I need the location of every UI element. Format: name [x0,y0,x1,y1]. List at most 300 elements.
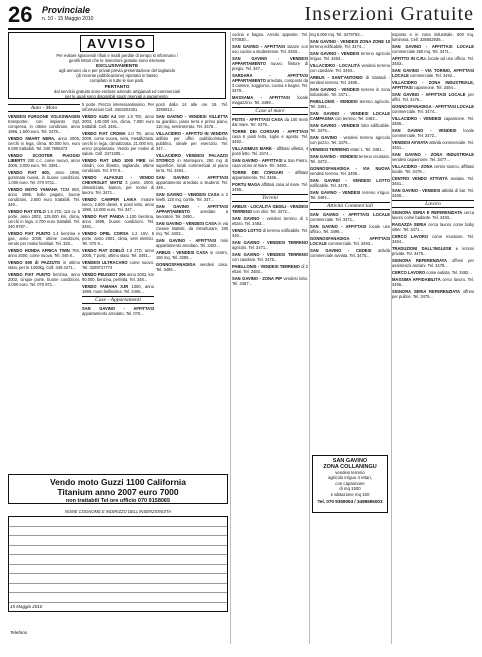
listing-body: 5 porte. Prezzo interessantissimo. Per informazioni Cell. 3403202401 [82,102,154,112]
section-title: Inserzioni Gratuite [304,3,474,25]
listing-headline: SAN GAVINO - ZONA PIP [232,276,282,281]
listing-body: di 2 ettari. Tel. 3483... [232,264,308,274]
listing-body: vendesi capannone. Tel. 3477... [392,157,450,162]
listing-headline: VENDO 600 di PAZZUTO [8,260,61,265]
listing-body: commerciale. Tel. 3471... [310,217,356,222]
listing-body: cerco lavoro. Tel. 3495... [392,277,474,287]
listing-headline: SAN GAVINO - VENDESI [392,128,457,133]
header-rule [8,28,474,30]
listing-headline: VILLASIMIUS MARE [232,146,272,151]
category-heading: Case - Appartamenti [82,296,154,304]
listing-body: capannone. Tel. 3485... [392,116,474,126]
ad-title: SAN GAVINO [332,458,368,464]
ad-line-3: non trattabili Tel ore ufficio 070 9158065 [65,498,171,504]
listing-headline: SAN GAVINO - VENDESI [310,87,360,92]
listing-headline: VENDESI AVVIATA [392,140,429,145]
listing-body: sei cilindri, con libretto, tagliando, ottime condizioni. Tel. 070 9.... [82,158,154,173]
listing-headline: GONNOSFANADIGA - AFFITTASI LOCALE [310,236,390,246]
listing-body: come muratore. Tel. 3484... [392,234,474,244]
classified-listing [82,114,154,129]
classified-listing [232,32,308,42]
listing-body: attività commerciale avviata. Tel. 3475... [310,248,390,258]
classified-listing [392,188,474,198]
classified-listing [232,73,308,93]
listing-headline: VENDESI TERRENO [310,147,350,152]
classified-listing [156,114,228,129]
listing-body: 750, anno 2000, come nuova. Tel. 348 8... [8,248,80,258]
listing-body: capannone. Tel. 3494... [413,85,457,90]
listing-body: ettari 1. Tel. 3481... [350,147,386,152]
ad-line: vendesi terreno [335,470,365,475]
listing-body: per uffici. Tel. 3476... [392,92,474,102]
listing-body: con olivi. Tel. 3472... [253,209,291,214]
classified-listing [8,136,80,151]
listing-headline: VENDO FIAT PANDA [82,214,124,219]
listing-headline: VENDO HONDA AFRICA TWIN [8,248,70,253]
listing-headline: GONNOSFANADIGA - AFFITTASI LOCALE [392,104,474,109]
listing-body: 200 c.c. come nuovo, anno 2006, 3.000 euro. Tel. 3391... [8,158,80,168]
classified-listing [232,264,308,274]
listing-headline: SAN GAVINO - VENDESI [310,123,360,128]
listing-body: commerciale. Tel. 3474... [392,109,438,114]
avviso-title: AVVISO [80,35,154,52]
classified-listing [156,250,228,260]
listing-headline: ARBUS - LOCALITÀ GEDILI - VENDESI TERRENO [232,204,308,214]
avviso-line: dal servizio gratuito sono escluse aziende artigianali ed commerciali [54,88,180,94]
listing-headline: SAN GAVINO - VENDESI TERRENO [232,252,308,257]
classified-listing [156,153,228,173]
classified-listing [232,276,308,286]
listing-body: affittasi casa al mare. Tel. 3495... [232,182,308,192]
listing-headline: PORTU MAGA [232,182,261,187]
listing-headline: VENDO CAMPER LAIKA [82,197,137,202]
listing-body: 1.2 16V, 5 porte, anno 2001, clima, vetri elettrici. Tel. 070 9... [82,231,154,246]
coupon-line[interactable] [9,527,227,537]
coupon-line[interactable] [9,593,227,603]
classified-listing [392,32,474,42]
classified-listing [156,262,228,272]
classified-listing [156,175,228,190]
category-heading: Auto - Moto [8,104,80,112]
listing-body: attività di bar. Tel. 3490... [392,188,474,198]
listing-headline: SAN GAVINO - AFFITTASI LOCALE [392,92,466,97]
listing-headline: MASSAMA - AFFITTASI [232,95,290,100]
coupon-phone-label: Telefono [10,630,28,635]
listing-body: anno 2005, cerchi in lega, clima, 80.000 km, euro 5.500 trattabili. Tel. 340 7655473 [8,136,80,151]
listing-headline: AFFITTO IN C.R.I. [392,56,427,61]
avviso-line: compilato in tutte le sue parti. [89,78,145,84]
coupon-line[interactable] [9,555,227,565]
ad-line: di mq 1500 [339,486,361,492]
classified-listing [82,260,154,270]
classified-listing [232,240,308,250]
listing-body: cerca lavoro come badante. Tel. 3493... [392,210,474,220]
classified-listing [310,111,390,121]
listing-body: appartamento arredato. Tel. 070... [82,311,144,316]
classified-listing [310,236,390,246]
coupon-form[interactable] [8,516,228,612]
listing-headline: SIGNORA SERIA E REFERENZIATA [392,210,463,215]
listing-body: locale uso ufficio. Tel. 3496... [310,224,390,234]
classified-listing [156,131,228,151]
listing-headline: PABILLONIS - VENDESI TERRENO [232,264,300,269]
listing-body: nuovo, finiture di pregio. Tel. 347... [232,61,308,71]
moto-guzzi-ad [8,474,228,504]
classified-listing [392,270,474,275]
ad-phone: Tel. 070 9359053 / 3498695003 [317,499,383,505]
classified-listing [232,228,308,238]
listing-body: - vendesi terreno di 1 ettaro. Tel. 3493... [232,216,308,226]
classified-listing [310,32,390,37]
classified-listing [8,260,80,270]
classified-listing [392,222,474,232]
classified-listing [392,289,474,299]
listing-headline: SAN GAVINO - VENDESI [310,190,361,195]
listing-headline: SAN GAVINO - VENDESI APPARTAMENTO [232,56,308,66]
coupon-line[interactable] [9,536,227,546]
listing-headline: SAN GAVINO - AFFITTASI [82,306,154,311]
classified-listing [8,170,80,185]
classified-listing [392,164,474,174]
listing-headline: SAN GAVINO - VENDESI CASA [156,192,220,197]
listing-body: cerca lavoro come baby sitter. Tel. 3471... [392,222,474,232]
classified-listing [82,284,154,294]
listing-headline: VENDO FIAT PUNTO [8,272,51,277]
listing-body: TDM 850, anno 1996, bollo pagato, buone condizioni, 2.500 euro trattabili. Tel. 349... [8,187,80,207]
classified-listing [310,63,390,73]
listing-body: mini appartamento arredato. Tel. 3402... [156,238,228,248]
classified-listing [310,75,390,85]
listing-headline: SAN GAVINO - VENDESI VILLETTA [156,114,228,119]
classified-listing [8,114,80,134]
classified-listing [232,44,308,54]
classified-listing [310,178,390,188]
classified-listing [310,39,390,49]
listing-body: transporter, con impianto Gpl, compresa, in ottime condizioni, anno 1996, 1.500 euro. Tel. 3478... [8,119,80,134]
listing-headline: SAN GAVINO - ZONA INDUSTRIALE [392,152,474,157]
classified-listing [310,212,390,222]
classified-listing [310,135,390,145]
classified-listing [232,182,308,192]
listing-body: anno 2002, km 90.000, benzina, perfetta. Tel. 348... [82,272,154,282]
classified-listing [392,92,474,102]
classified-listing [156,221,228,236]
classified-listing [392,176,474,186]
classified-listing [232,56,308,71]
coupon-heading: NOME COGNOME E INDIRIZZO DELL'INSERZIONISTA [64,509,172,514]
column-divider [309,32,310,644]
listing-headline: VENDO ALFASUD - VENDO CHEVROLET MATIZ [82,175,154,185]
listing-body: 1.9 JTD, anno 2005, 7 posti, ottimo stato. Tel. 3491... [82,248,154,258]
classified-listing [392,277,474,287]
listing-headline: GONNOSFANADIGA - VIA NUOVA [310,166,390,171]
listing-body: a San Pietro, casa vicino al mare. Tel. 3490... [232,158,308,168]
listing-body: come autista. Tel. 3492... [426,270,472,275]
listing-body: e lezioni private. Tel. 3476... [392,246,474,256]
avviso-line: PERTANTO [104,83,130,89]
classified-listing [232,158,308,168]
column-6 [392,32,474,632]
ad-line-1: Vendo moto Guzzi 1100 California [49,477,187,487]
listing-body: in Monteponi, 250 mq di superficie, locali commerciali al piano terra. Tel. 3494... [156,158,228,173]
classified-listing [156,238,228,248]
page-number: 26 [8,2,33,27]
listing-body: cucina e bagno. Arredo apposite. Tel. 070930... [232,32,308,42]
listing-headline: VENDO FIAT DOBLÒ [82,248,125,253]
listing-body: 1.9 JTD, 115 cv, 5 porte, anno 2002, 125.000 km, clima, cerchi in lega, 3.700 euro trattabili. Tel. 340 9787... [8,209,80,229]
listing-headline: VENDO YAMAHA XJR [82,284,129,289]
listing-headline: SAN GAVINO - VENDESI ZONA ZONE 10 [310,39,390,44]
classified-listing [82,158,154,173]
listing-headline: SAN GAVINO - VENDESI LOTTO [310,178,390,183]
page-header [8,4,474,28]
classified-listing [392,210,474,220]
avviso-box [8,32,226,99]
classified-listing [8,231,80,246]
listing-body: di terreno edificabile. Tel. 349... [232,228,308,238]
listing-headline: SAN GAVINO - AFFITTASI [156,175,228,180]
classified-listing [82,102,154,112]
listing-body: motore Iveco, 2.800 diesel, 6 posti letto, anno 1990, 12.000 euro. Tel. 347... [82,197,154,212]
classified-listing [310,190,390,200]
listing-body: vendesi casa. Tel. 3496... [156,262,228,272]
listing-headline: GONNOSFANADIGA [156,262,196,267]
classified-listing [82,131,154,156]
listing-body: posti dalla 14 alle ore 19. Tel. 3290913... [156,102,228,112]
listing-headline: CENTRO VENDO ATTIVITÀ [392,176,448,181]
classified-listing [310,248,390,258]
classified-listing [82,272,154,282]
listing-body: vendesi terreno. Tel. 3495... [310,171,361,176]
listing-body: terreno edificabile. Tel. 3474... [310,44,365,49]
avviso-line: per le quali sono disponibili spazi riservati a pagamento. [65,93,169,99]
listing-headline: VENDO FIAT PUNTO [8,231,51,236]
classified-listing [310,147,390,152]
avviso-line: ESCLUSIVAMENTE [95,63,139,69]
listing-headline: VENDO FIAT 600, [8,170,50,175]
listing-body: terreno in zona industriale. Tel. 3471... [310,87,390,97]
listing-headline: VILLACIDRO - AFFITTO IN VENDITA [156,131,228,136]
classified-listing [232,170,308,180]
listing-headline: SAN GAVINO - VENDESI [310,154,358,159]
listing-body: adibito per uffici pubblico/studio, pubblico, ideale per esercizio. Tel. 347... [156,136,228,151]
listing-body: 3 porte, 2000, climatizzata, bianca, per motivi di lavoro. Tel. 3471... [82,180,154,195]
listing-body: come nuovo. Tel. 3209717774 [82,260,154,270]
listing-body: 1.100 benzina, anno 1998, buone condizioni. Tel. 3491... [82,214,154,229]
avviso-line: agli annunci da e per privati previa presentazione del tagliando [58,68,176,74]
category-heading: Case al mare [232,107,308,115]
listing-headline: SAN GAVINO - VENDESI [392,188,441,193]
listing-headline: ARBUS - VENDESI CASA [156,250,208,255]
listing-body: arredato, composto da 3 camere, soggiorno, cucina e bagno. Tel. 3478... [232,78,308,93]
listing-headline: VENDO MOTO YAMAHA [8,187,58,192]
category-heading: Lavoro [392,200,474,208]
listing-body: 2.0 TD, anno 2009, come nuova, nera, metallizzata, cerchi in lega, climatizzata, 21.000 km, unico proprietario. Vendo per motivi di salute. Cell. 3471005... [82,131,154,156]
ad-line: agricolo irriguo 4 ettari, [328,475,372,481]
issue-date: n. 10 - 15 Maggio 2010 [42,16,94,22]
listing-headline: SAN GAVINO - AFFITTASI [310,224,367,229]
classified-listing [392,128,474,138]
listing-headline: VENDO LOTTO [232,228,262,233]
classified-listing [156,102,228,112]
coupon-date: 15 Maggio 2010 [10,604,43,609]
listing-body: agricolo. Tel. 3471... [232,245,269,250]
ad-subtitle: ZONA COLLANINGU [323,464,377,470]
listing-headline: SAN GAVINO [310,135,338,140]
listing-headline: MASSIMA AFFIDABILITÀ [392,277,441,282]
coupon-line[interactable] [9,574,227,584]
listing-body: avviata. Tel. 3481... [392,176,474,186]
avviso-line: gentili lettori che le inserzioni gratuite sono riservate [68,58,166,64]
listing-headline: VENDO FIAT CROMA [82,131,126,136]
listing-headline: VILLACIDRO - ZONA [392,164,433,169]
listing-body: - affittasi appartamento. Tel. 3486... [232,170,308,180]
listing-body: in centro, 150 mq. Tel. 3285... [156,250,228,260]
avviso-line: Per evitare spiacevoli rifiuti e inutili perdite di tempo si informano i [56,53,178,58]
listing-body: terreno recintato. Tel. 3473... [310,154,390,164]
column-4 [232,32,308,632]
listing-headline: VENDO SMART NERA, [8,136,56,141]
listing-headline: VENDO FIAT UNO 1000 FIRE [82,158,146,163]
listing-body: appartamento arredato a studenti. Tel. 349... [156,180,228,190]
classified-listing [392,246,474,256]
listing-body: centro storico, affittasi locale. Tel. 3479... [392,164,474,174]
listing-headline: SAN GAVINO - AFFITTASI LOCALE [392,44,474,49]
listing-body: locale commerciale. Tel. 3472... [392,128,474,138]
column-5 [310,32,390,632]
classified-listing [232,95,308,105]
listing-headline: SAN GAVINO - AFFITTASI [232,158,283,163]
classified-listing [82,231,154,246]
listing-body: a 2 livelli, 120 mq, cortile. Tel. 347... [156,192,228,202]
listing-body: edificabile. Tel. 3478... [310,183,351,188]
listing-headline: CERCO LAVORO [392,234,429,239]
classified-listing [310,87,390,97]
classified-listing [310,51,390,61]
listing-body: - affittasi villetta, 4 posti letto. Tel. 3474... [232,146,308,156]
listing-headline: RAGAZZA SERIA [392,222,427,227]
ad-line-2: Titanium anno 2007 euro 7000 [57,487,179,497]
listing-headline: SAN GAVINO - AFFITTASI LOCALE [310,212,390,217]
ad-line: e abitazione mq 150 [330,491,370,497]
listing-headline: VENDO OPEL CORSA [82,231,129,236]
listing-headline: TORRE DEI CORSARI - AFFITTASI [232,129,308,134]
classified-listing [82,197,154,212]
listing-body: - vendesi terreno agricolo con pozzo. Tel. 3476... [310,135,390,145]
listing-body: anno 1998, gommata nuova, in buone condizioni, 1.000 euro. Tel. 070 9711... [8,170,80,185]
classified-listing [232,204,308,214]
listing-headline: TRADUZIONI DALL'INGLESE [392,246,452,251]
listing-body: attività commerciale. Tel. 3491... [392,140,474,150]
classified-listing [392,116,474,126]
listing-headline: VENDO FIAT STILO [8,209,46,214]
listing-body: stanze con uso cucina a studentesse. Tel. 3483... [232,44,308,54]
listing-headline: SARDARA - AFFITTASI APPARTAMENTO [232,73,308,83]
listing-body: locale ad uso ufficio. Tel. 3483... [392,56,474,66]
coupon-line[interactable] [9,546,227,556]
classified-listing [310,154,390,164]
listing-headline: VENDO PEUGEOT 206 [82,272,126,277]
masthead: Provinciale [42,5,91,15]
coupon-line[interactable] [9,565,227,575]
listing-body: 1300, anno 1999, moto bellissima. Tel. 3406... [82,284,154,294]
classified-listing [232,252,308,262]
classified-listing [392,44,474,54]
classified-listing [8,272,80,287]
listing-body: mq 6.000 mq. Tel. 3479753... [310,32,363,37]
listing-body: esposto e in zona industriale, 500 mq, luminosa. Cell. 335652936... [392,32,474,42]
classified-listing [82,306,154,316]
listing-body: di Santadi - vendesi terreno. Tel. 3485... [310,75,390,85]
listing-body: arredato a lavoratori. Tel. 3490... [156,209,228,219]
classified-listing [310,123,390,133]
classified-listing [392,234,474,244]
classified-listing [392,152,474,162]
classified-listing [392,104,474,114]
listing-body: commerciale. Tel. 3493... [327,241,374,246]
listing-headline: VENDO AUDI A4 [82,114,116,119]
listing-headline: VILLACIDRO VENDESI PALAZZO STORICO [156,153,228,163]
column-divider [391,32,392,644]
column-divider [230,32,231,644]
listing-headline: SAN GAVINO - VENDESI LOCALE CAMPAGNA [310,111,390,121]
classified-listing [392,68,474,78]
listing-body: casa 6 posti letto, luglio e agosto. Tel. 3492... [232,134,308,144]
listing-headline: SAN GAVINO - AFFITTASI [156,238,216,243]
listing-body: con casolare. Tel. 3475... [232,257,278,262]
classified-listing [82,175,154,195]
classified-listing [310,224,390,234]
listing-body: da 100 metri dal mare. Tel. 3478... [232,117,308,127]
listing-headline: SAN GAVINO - VIA TORINO, AFFITTASI LOCALE [392,68,474,78]
listing-headline: VENDO SCOOTER PIAGGIO LIBERTY [8,153,80,163]
listing-headline: SAN GAVINO - VENDESI [310,51,360,56]
coupon-line[interactable] [9,517,227,527]
listing-body: terreno agricolo. Tel. 3491... [310,99,390,109]
listing-body: lotto edificabile. Tel. 3479... [310,123,390,133]
listing-body: terreno irriguo. Tel. 3494... [310,190,390,200]
classified-listing [232,117,308,127]
classified-listing [392,140,474,150]
classified-listing [8,209,80,229]
listing-headline: VENDESI FURGONE VOLKSWAGEN [8,114,80,119]
classified-listing [310,166,390,176]
classified-listing [82,214,154,229]
classified-listing [8,248,80,258]
classified-listing [310,99,390,109]
listing-headline: VILLACIDRO - VENDESI [392,116,442,121]
listing-headline: TORRE DEI CORSARI [232,170,283,175]
listing-body: benzina, anno 2002, cinque porte, buone condizioni, 2.000 euro. Tel. 070 971... [8,272,80,287]
listing-headline: SAN GAVINO - AFFITTASI [232,44,285,49]
classified-listing [392,56,474,66]
classified-listing [232,129,308,144]
listing-body: terreno agricolo irriguo. Tel. 3493... [310,51,390,61]
listing-headline: CERCO LAVORO [392,270,426,275]
listing-body: offresi per assistenza anziani. Tel. 3478... [392,258,474,268]
listing-body: vendesi lotto. Tel. 3487... [232,276,308,286]
category-heading: Terreni [232,194,308,202]
classified-listing [232,146,308,156]
classified-listing [8,153,80,168]
coupon-line[interactable] [9,584,227,594]
listing-headline: SIGNORA SERIA REFERENZIATA [392,289,461,294]
listing-body: commerciale 250 mq. Tel. 3471... [392,49,453,54]
classified-listing [232,216,308,226]
listing-body: locale magazzino. Tel. 3498... [232,95,308,105]
listing-headline: SAN GAVINO - CEDESI [310,248,372,253]
listing-headline: VILLACIDRO - ZONA INDUSTRIALE, AFFITTASI [392,80,474,90]
